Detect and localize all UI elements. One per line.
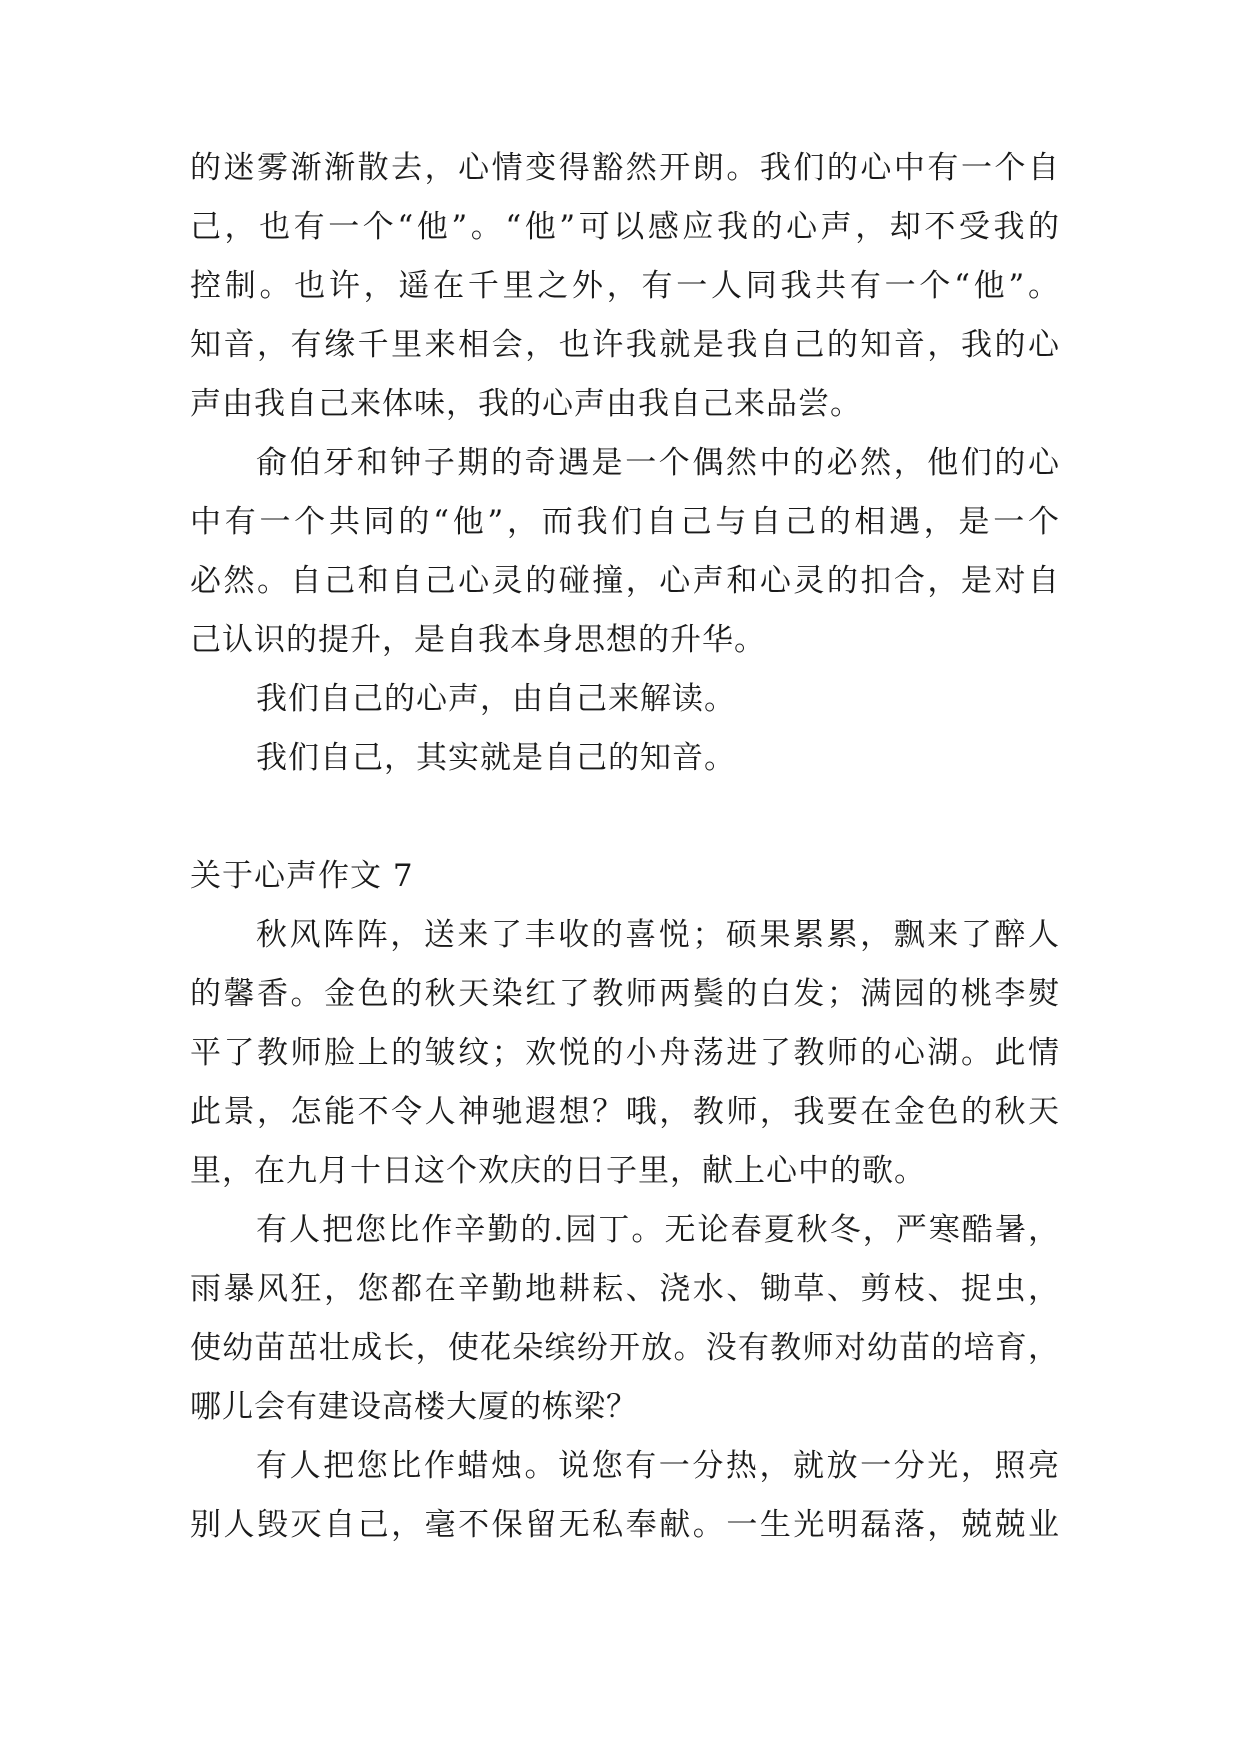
paragraph-line: 的迷雾渐渐散去，心情变得豁然开朗。我们的心中有一个自 xyxy=(190,150,1060,186)
paragraph-line: 声由我自己来体味，我的心声由我自己来品尝。 xyxy=(190,386,862,422)
paragraph-line: 俞伯牙和钟子期的奇遇是一个偶然中的必然，他们的心 xyxy=(256,445,1060,481)
paragraph-line: 己认识的提升，是自我本身思想的升华。 xyxy=(190,622,766,658)
paragraph-line: 知音，有缘千里来相会，也许我就是我自己的知音，我的心 xyxy=(190,327,1060,363)
paragraph-line: 己，也有一个“他”。“他”可以感应我的心声，却不受我的 xyxy=(190,209,1060,245)
paragraph-line: 哪儿会有建设高楼大厦的栋梁？ xyxy=(190,1389,638,1425)
paragraph-line: 我们自己的心声，由自己来解读。 xyxy=(256,681,736,717)
paragraph-line: 我们自己，其实就是自己的知音。 xyxy=(256,740,736,776)
paragraph-line: 的馨香。金色的秋天染红了教师两鬓的白发；满园的桃李熨 xyxy=(190,976,1060,1012)
paragraph-line: 别人毁灭自己，毫不保留无私奉献。一生光明磊落，兢兢业 xyxy=(190,1507,1060,1543)
paragraph-line: 有人把您比作辛勤的.园丁。无论春夏秋冬，严寒酷暑， xyxy=(256,1212,1060,1248)
paragraph-line: 秋风阵阵，送来了丰收的喜悦；硕果累累，飘来了醉人 xyxy=(256,917,1060,953)
section-title: 关于心声作文 7 xyxy=(190,858,414,894)
paragraph-line: 雨暴风狂，您都在辛勤地耕耘、浇水、锄草、剪枝、捉虫， xyxy=(190,1271,1060,1307)
paragraph-line: 有人把您比作蜡烛。说您有一分热，就放一分光，照亮 xyxy=(256,1448,1060,1484)
paragraph-line: 里，在九月十日这个欢庆的日子里，献上心中的歌。 xyxy=(190,1153,926,1189)
paragraph-line: 此景，怎能不令人神驰遐想？哦，教师，我要在金色的秋天 xyxy=(190,1094,1060,1130)
paragraph-line: 中有一个共同的“他”，而我们自己与自己的相遇，是一个 xyxy=(190,504,1060,540)
paragraph-line: 控制。也许，遥在千里之外，有一人同我共有一个“他”。 xyxy=(190,268,1060,304)
paragraph-line: 必然。自己和自己心灵的碰撞，心声和心灵的扣合，是对自 xyxy=(190,563,1060,599)
paragraph-line: 平了教师脸上的皱纹；欢悦的小舟荡进了教师的心湖。此情 xyxy=(190,1035,1060,1071)
paragraph-line: 使幼苗茁壮成长，使花朵缤纷开放。没有教师对幼苗的培育， xyxy=(190,1330,1060,1366)
